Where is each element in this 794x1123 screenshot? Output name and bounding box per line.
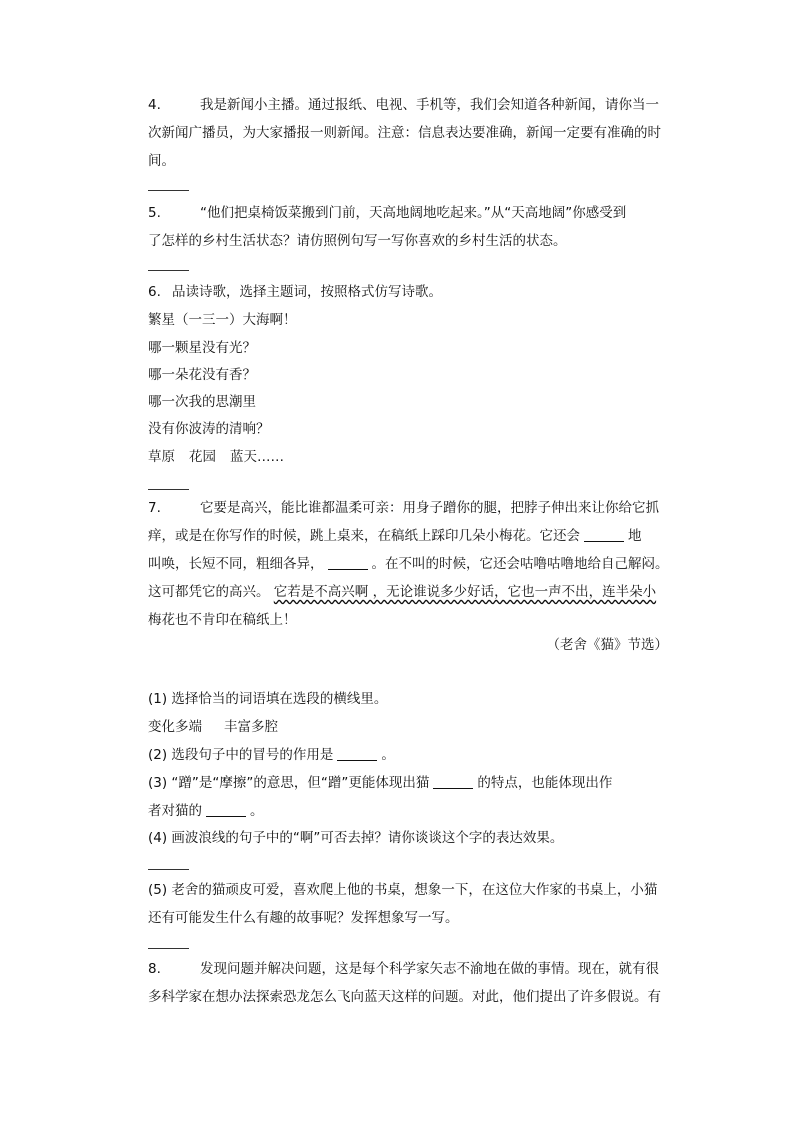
- sub-question-2: (2) 选段句子中的冒号的作用是 。: [148, 747, 395, 763]
- fill-blank[interactable]: [328, 557, 368, 570]
- s1-options: [148, 719, 278, 735]
- sub-question-3-cont: 者对猫的 。: [148, 803, 264, 819]
- answer-line: [148, 489, 189, 490]
- q4-line2: 次新闻广播员，为大家播报一则新闻。注意：信息表达要准确，新闻一定要有准确的时: [148, 125, 661, 141]
- option-word: 花园: [189, 449, 216, 465]
- fill-blank[interactable]: [206, 804, 246, 817]
- wavy-underlined-sentence: 它若是不高兴啊 ，无论谁说多少好话，它也一声不出，连半朵小: [273, 584, 657, 600]
- answer-line: [148, 948, 189, 949]
- answer-line: [148, 869, 189, 870]
- option-word: 变化多端: [148, 719, 202, 735]
- q5-line2: 了怎样的乡村生活状态？请仿照例句写一写你喜欢的乡村生活的状态。: [148, 233, 567, 249]
- q7-line1: 7. 它要是高兴，能比谁都温柔可亲：用身子蹭你的腿，把脖子伸出来让你给它抓: [148, 500, 659, 516]
- q8-line2: 多科学家在想办法探索恐龙怎么飞向蓝天这样的问题。对此，他们提出了许多假说。有: [148, 989, 661, 1005]
- q6-number: 6.: [148, 284, 161, 300]
- q5-line1: 5. “他们把桌椅饭菜搬到门前，天高地阔地吃起来。”从“天高地阔”你感受到: [148, 205, 627, 221]
- q7-line2: 痒，或是在你写作的时候，跳上桌来，在稿纸上踩印几朵小梅花。它还会 地: [148, 528, 642, 544]
- fill-blank[interactable]: [584, 529, 624, 542]
- q8-number: 8.: [148, 961, 161, 977]
- option-word: 丰富多腔: [224, 719, 278, 735]
- q7-line5: 梅花也不肯印在稿纸上！: [148, 612, 297, 628]
- poem-line: 哪一颗星没有光？: [148, 340, 256, 356]
- sub-question-1: (1) 选择恰当的词语填在选段的横线里。: [148, 691, 388, 707]
- answer-line: [148, 190, 189, 191]
- option-word: 草原: [148, 449, 175, 465]
- poem-line: 哪一次我的思潮里: [148, 394, 256, 410]
- sub-question-5-cont: 还有可能发生什么有趣的故事呢？发挥想象写一写。: [148, 910, 459, 926]
- q5-number: 5.: [148, 205, 161, 221]
- q7-line3: 叫唤，长短不同，粗细各异， 。在不叫的时候，它还会咕噜咕噜地给自己解闷。: [148, 556, 669, 572]
- poem-line: 没有你波涛的清响？: [148, 421, 270, 437]
- q7-number: 7.: [148, 500, 161, 516]
- q6-line1: 6. 品读诗歌，选择主题词，按照格式仿写诗歌。: [148, 284, 442, 300]
- sub-question-4: (4) 画波浪线的句子中的“啊”可否去掉？请你谈谈这个字的表达效果。: [148, 830, 564, 846]
- q6-options: [148, 449, 284, 465]
- fill-blank[interactable]: [433, 776, 473, 789]
- q4-line3: 间。: [148, 153, 175, 169]
- source-citation: （老舍《猫》节选）: [546, 637, 668, 653]
- q7-line4: 这可都凭它的高兴。 它若是不高兴啊 ，无论谁说多少好话，它也一声不出，连半朵小: [148, 584, 657, 600]
- sub-question-5: (5) 老舍的猫顽皮可爱，喜欢爬上他的书桌，想象一下，在这位大作家的书桌上，小猫: [148, 882, 658, 898]
- poem-line: 哪一朵花没有香？: [148, 367, 256, 383]
- answer-line: [148, 270, 189, 271]
- q4-number: 4.: [148, 97, 161, 113]
- q4-line1: 4. 我是新闻小主播。通过报纸、电视、手机等，我们会知道各种新闻，请你当一: [148, 97, 659, 113]
- option-word: 蓝天……: [230, 449, 284, 465]
- sub-question-3: (3) “蹭”是“摩擦”的意思，但“蹭”更能体现出猫 的特点，也能体现出作: [148, 775, 613, 791]
- fill-blank[interactable]: [337, 748, 377, 761]
- q8-line1: 8. 发现问题并解决问题，这是每个科学家矢志不渝地在做的事情。现在，就有很: [148, 961, 659, 977]
- poem-line: 繁星（一三一）大海啊！: [148, 312, 297, 328]
